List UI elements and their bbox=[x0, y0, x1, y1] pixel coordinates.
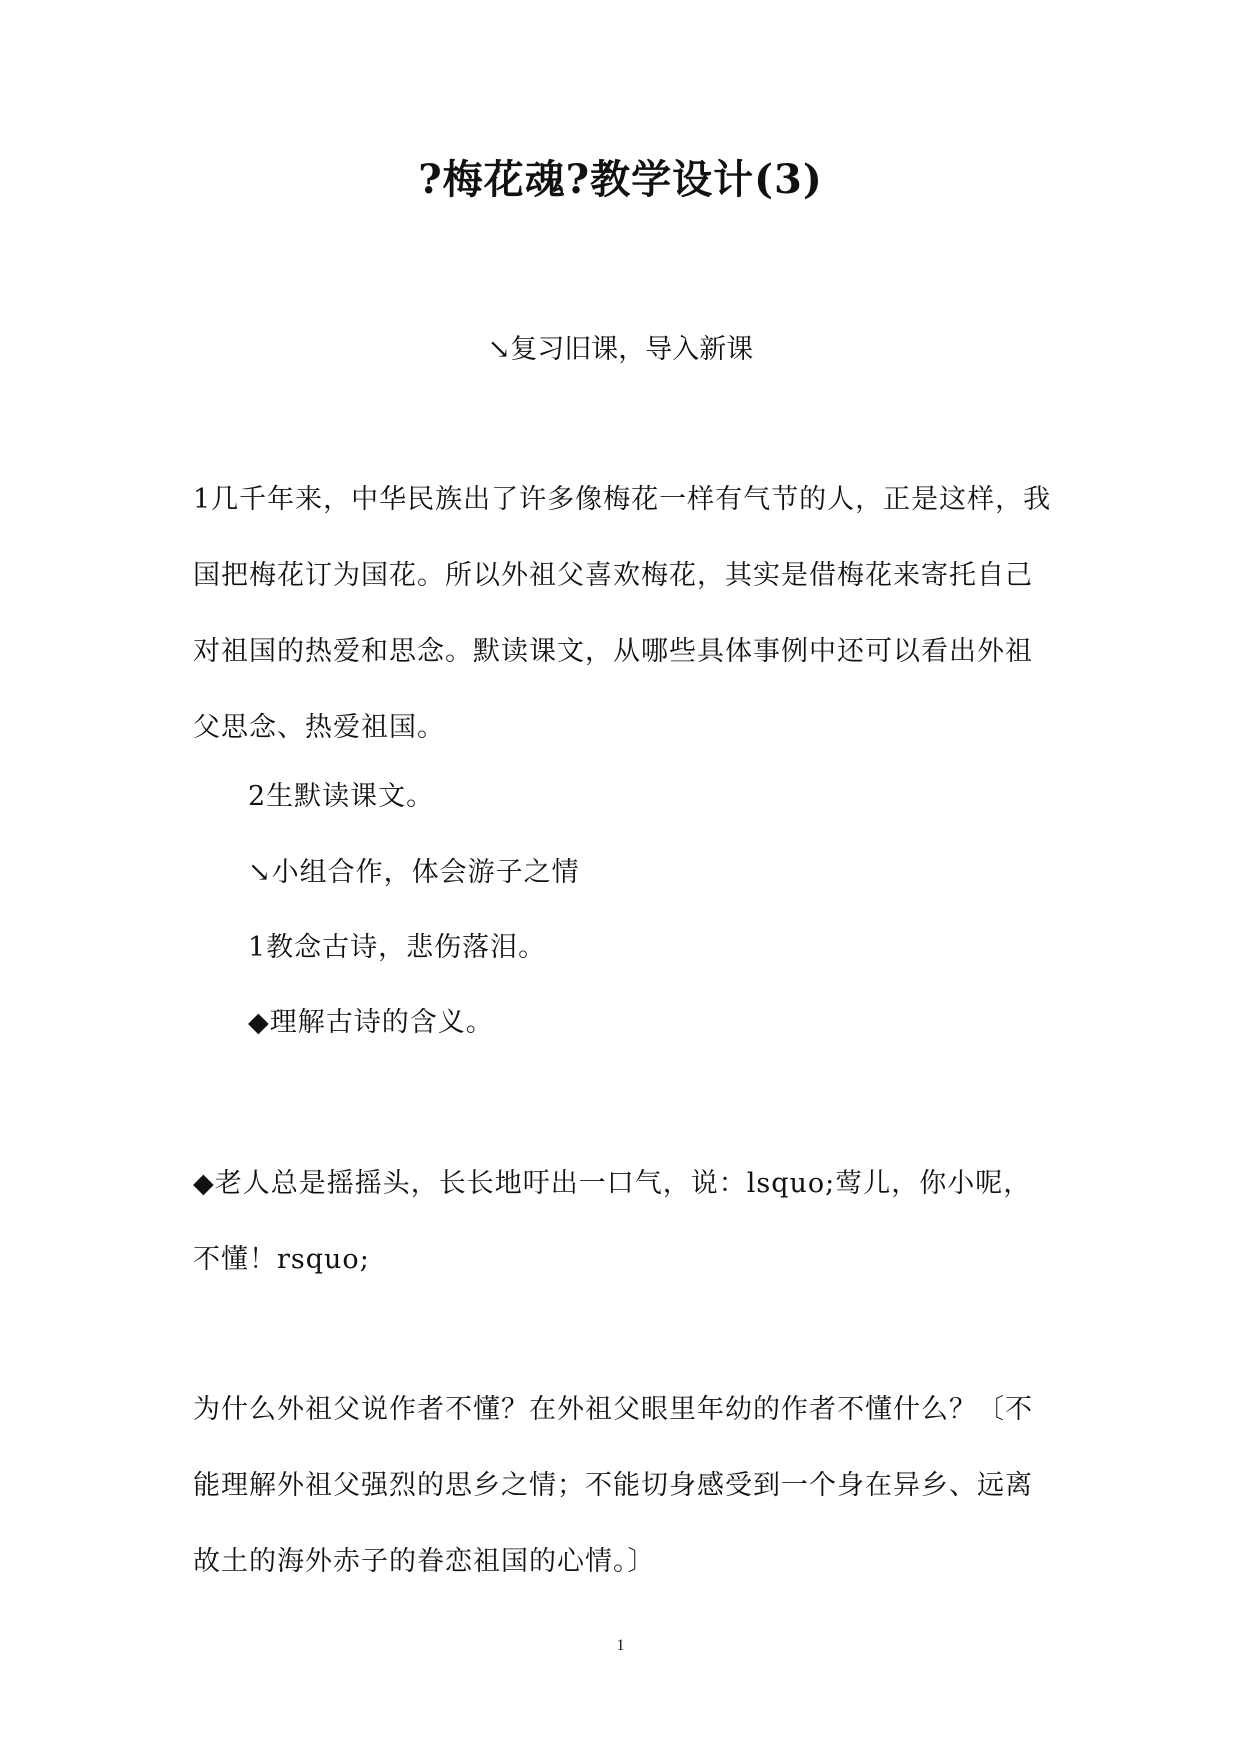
paragraph-question: 为什么外祖父说作者不懂？在外祖父眼里年幼的作者不懂什么？〔不能理解外祖父强烈的思乡之情；不能切身感受到一个身在异乡、远离故土的海外赤子的眷恋祖国的心情。〕 bbox=[193, 1394, 1033, 1577]
section-heading: ↘复习旧课，导入新课 bbox=[487, 334, 754, 365]
document-title: ?梅花魂?教学设计(3) bbox=[418, 156, 823, 203]
paragraph-intro: 1几千年来，中华民族出了许多像梅花一样有气节的人，正是这样，我国把梅花订为国花。所以外祖父喜欢梅花，其实是借梅花来寄托自己对祖国的热爱和思念。默读课文，从哪些具体事例中还可以看出外祖父思念、热爱祖国。 bbox=[193, 484, 1052, 743]
list-item-poem: 1教念古诗，悲伤落泪。 bbox=[248, 932, 547, 963]
sub-heading-group-work: ↘小组合作，体会游子之情 bbox=[248, 857, 580, 888]
paragraph-quote: ◆老人总是摇摇头，长长地吁出一口气，说：lsquo;莺儿，你小呢，不懂！rsquo; bbox=[193, 1168, 1032, 1275]
page-number: 1 bbox=[616, 1637, 625, 1654]
list-item-read-silently: 2生默读课文。 bbox=[248, 781, 435, 812]
list-item-meaning: ◆理解古诗的含义。 bbox=[248, 1007, 494, 1038]
